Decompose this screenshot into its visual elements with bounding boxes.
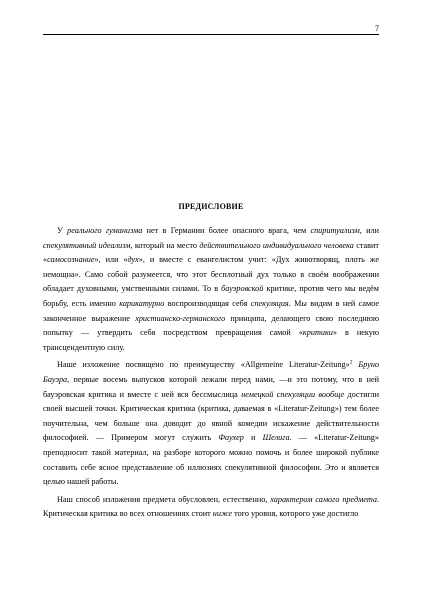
footnote-ref: 2: [349, 359, 353, 366]
italic-span: христианско-германского: [135, 313, 226, 323]
italic-span: Бруно Бауэра: [43, 360, 380, 384]
text-span: воспроизводящая себя: [164, 298, 251, 308]
italic-span: самосознание: [47, 255, 95, 265]
italic-span: спекулятивный идеализм: [43, 240, 131, 250]
paragraph: [43, 358, 379, 489]
text-span: , который на место: [130, 240, 200, 250]
section-heading: ПРЕДИСЛОВИЕ: [178, 202, 244, 211]
italic-span: Шелига: [262, 433, 290, 443]
italic-span: спекуляция: [250, 298, 289, 308]
text-span: » в некую трансцендентную силу.: [43, 328, 379, 352]
paragraph: [43, 493, 379, 522]
page-number: 7: [375, 24, 379, 33]
text-span: Наш способ изложения предмета обусловлен, естественно,: [57, 494, 271, 504]
text-span: достигли своей высшей точки. Критическая критика (критика, даваемая в «Literatur-Zeitung») тем более поучительна, чем больше она доводит до явной комедии искажение действительности философией. — Примером могут служить: [43, 389, 379, 443]
text-span: », и вместе с евангелистом учит: «Дух животворящ, плоть же немощна». Само собой разумеется, что этот бесплотный дух только в своём воображении обладает духовными, умственными силами. То в: [43, 255, 379, 294]
text-span: и: [243, 433, 263, 443]
italic-span: действительного индивидуального человека: [199, 240, 354, 250]
italic-span: реального гуманизма: [67, 226, 143, 235]
text-span: критике, против чего мы ведём борьбу, есть именно: [43, 284, 379, 308]
text-span: ставит «: [43, 240, 380, 265]
text-span: », или «: [94, 255, 128, 265]
paragraph: [43, 224, 379, 355]
italic-span: спиритуализм: [310, 226, 360, 235]
italic-span: характером самого предмета: [270, 494, 377, 504]
italic-span: бауэровской: [221, 284, 264, 294]
header-rule: [43, 34, 379, 35]
text-span: , или: [359, 226, 379, 235]
text-span: нет в Германии более опасного врага, чем: [142, 226, 311, 235]
text-span: У: [57, 226, 68, 235]
text-span: , первые восемь выпусков которой лежали перед нами, —и это потому, что в ней бауэровская критика и вместе с ней вся бессмыслица: [43, 374, 379, 399]
italic-span: ниже: [212, 509, 233, 519]
italic-span: дух: [127, 255, 139, 265]
text-span: принципа, делающего свою последнюю попытку — утвердить себя посредством превращения самой «: [43, 313, 379, 338]
text-span: . Мы видим в ней самое законченное выражение: [43, 298, 379, 323]
italic-span: карикатурно: [119, 298, 165, 308]
text-span: того уровня, которого уже достигло: [232, 509, 359, 519]
body-text: [43, 224, 379, 522]
text-span: Наше изложение посвящено по преимуществу «Allgemeine Literatur-Zeitung»: [57, 360, 350, 370]
italic-span: критики: [302, 328, 333, 338]
text-span: . — «Literatur-Zeitung» преподносит такой материал, на разборе которого можно помочь и более широкой публике составить себе ясное представление об иллюзиях спекулятивной философии. Это и является целью нашей работы.: [43, 433, 379, 487]
text-span: . Критическая критика во всех отношениях стоит: [43, 494, 380, 519]
italic-span: Фаухер: [218, 433, 244, 443]
italic-span: немецкой спекуляции вообще: [241, 389, 345, 399]
